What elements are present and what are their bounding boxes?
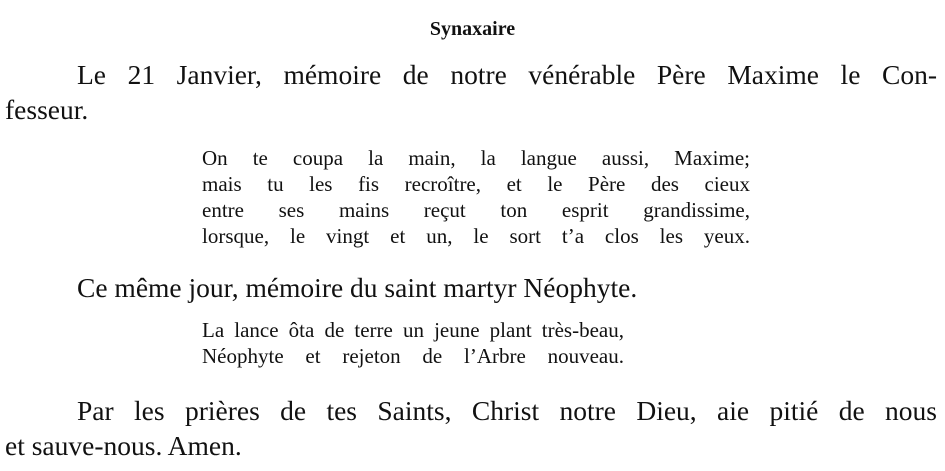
paragraph-maxime-line-1: Le 21 Janvier, mémoire de notre vénérable Père Maxime le Con-	[77, 59, 937, 90]
verse-line: lorsque, le vingt et un, le sort t’a clos les yeux.	[202, 224, 750, 248]
paragraph-prayer	[5, 393, 937, 463]
verse-line: entre ses mains reçut ton esprit grandissime,	[202, 198, 750, 222]
paragraph-neophyte: Ce même jour, mémoire du saint martyr Néophyte.	[77, 272, 638, 303]
verse-line: mais tu les fis recroître, et le Père des cieux	[202, 172, 750, 196]
paragraph-maxime	[5, 57, 937, 127]
verse-line: Néophyte et rejeton de l’Arbre nouveau.	[202, 344, 624, 368]
section-heading: Synaxaire	[429, 18, 516, 40]
paragraph-maxime-line-2: fesseur.	[5, 94, 89, 125]
verse-neophyte	[202, 317, 624, 369]
verse-line: On te coupa la main, la langue aussi, Maxime;	[202, 146, 750, 170]
verse-maxime	[202, 145, 750, 249]
paragraph-prayer-line-2: et sauve-nous. Amen.	[5, 430, 242, 461]
verse-line: La lance ôta de terre un jeune plant très-beau,	[202, 318, 624, 342]
paragraph-prayer-line-1: Par les prières de tes Saints, Christ notre Dieu, aie pitié de nous	[77, 395, 937, 426]
